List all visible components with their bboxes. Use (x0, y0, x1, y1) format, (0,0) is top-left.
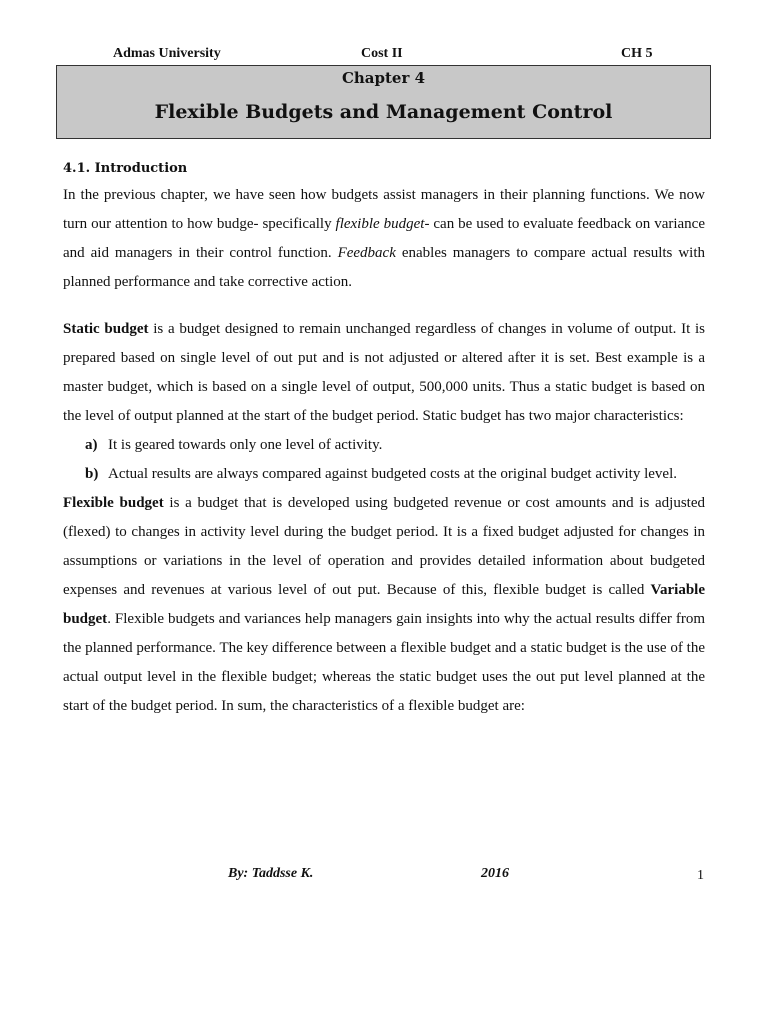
characteristics-list (63, 431, 705, 489)
chapter-number: Chapter 4 (341, 69, 426, 87)
footer-year: 2016 (481, 866, 509, 881)
header-university: Admas University (113, 46, 221, 61)
section-heading: 4.1. Introduction (63, 161, 188, 176)
flexible-budget-text-1: is a budget that is developed using budgeted revenue or cost amounts and is adjusted (flexed) to changes in activity level during the budget period. It is a fixed budget adjusted for changes in assumptions or variations in the level of operation and provides detailed information about budgeted expenses and revenues at various level of out put. Because of this, flexible budget is called (63, 495, 705, 598)
header-course: Cost II (361, 46, 403, 61)
static-budget-paragraph (63, 315, 705, 431)
header-chapter-code: CH 5 (621, 46, 653, 61)
page-number: 1 (697, 868, 704, 883)
intro-text-3: enables managers to compare actual results with planned performance and take corrective action. (63, 245, 705, 290)
flexible-budget-term: Flexible budget (63, 495, 164, 511)
static-budget-term: Static budget (63, 321, 149, 337)
list-marker: b) (85, 466, 99, 482)
list-item (63, 431, 705, 460)
intro-text-1: In the previous chapter, we have seen how budgets assist managers in their planning functions. We now turn our attention to how budge- specifically (63, 187, 705, 232)
static-budget-text: is a budget designed to remain unchanged regardless of changes in volume of output. It is prepared based on single level of out put and is not adjusted or altered after it is set. Best example is a master budget, which is based on a single level of output, 500,000 units. Thus a static budget is based on the level of output planned at the start of the budget period. Static budget has two major characteristics: (63, 321, 705, 424)
chapter-title: Flexible Budgets and Management Control (154, 101, 613, 123)
feedback-emphasis: Feedback (337, 245, 396, 261)
intro-paragraph (63, 181, 705, 297)
document-body (63, 158, 705, 721)
list-item (63, 460, 705, 489)
page-footer (0, 866, 768, 886)
flexible-budget-emphasis: flexible budget (335, 216, 425, 232)
intro-text-2: - can be used to evaluate feedback on variance and aid managers in their control function. (63, 216, 706, 261)
flexible-budget-paragraph (63, 489, 705, 721)
list-marker: a) (85, 437, 98, 453)
footer-author: By: Taddsse K. (228, 866, 314, 881)
chapter-title-box (56, 65, 711, 139)
flexible-budget-text-2: . Flexible budgets and variances help managers gain insights into why the actual results differ from the planned performance. The key difference between a flexible budget and a static budget is the use of the actual output level in the flexible budget; whereas the static budget uses the out put level planned at the start of the budget period. In sum, the characteristics of a flexible budget are: (63, 611, 705, 714)
list-item-text: It is geared towards only one level of activity. (108, 437, 383, 453)
variable-budget-term: Variable budget (63, 582, 705, 627)
page-header (0, 46, 768, 64)
list-item-text: Actual results are always compared against budgeted costs at the original budget activity level. (108, 466, 677, 482)
